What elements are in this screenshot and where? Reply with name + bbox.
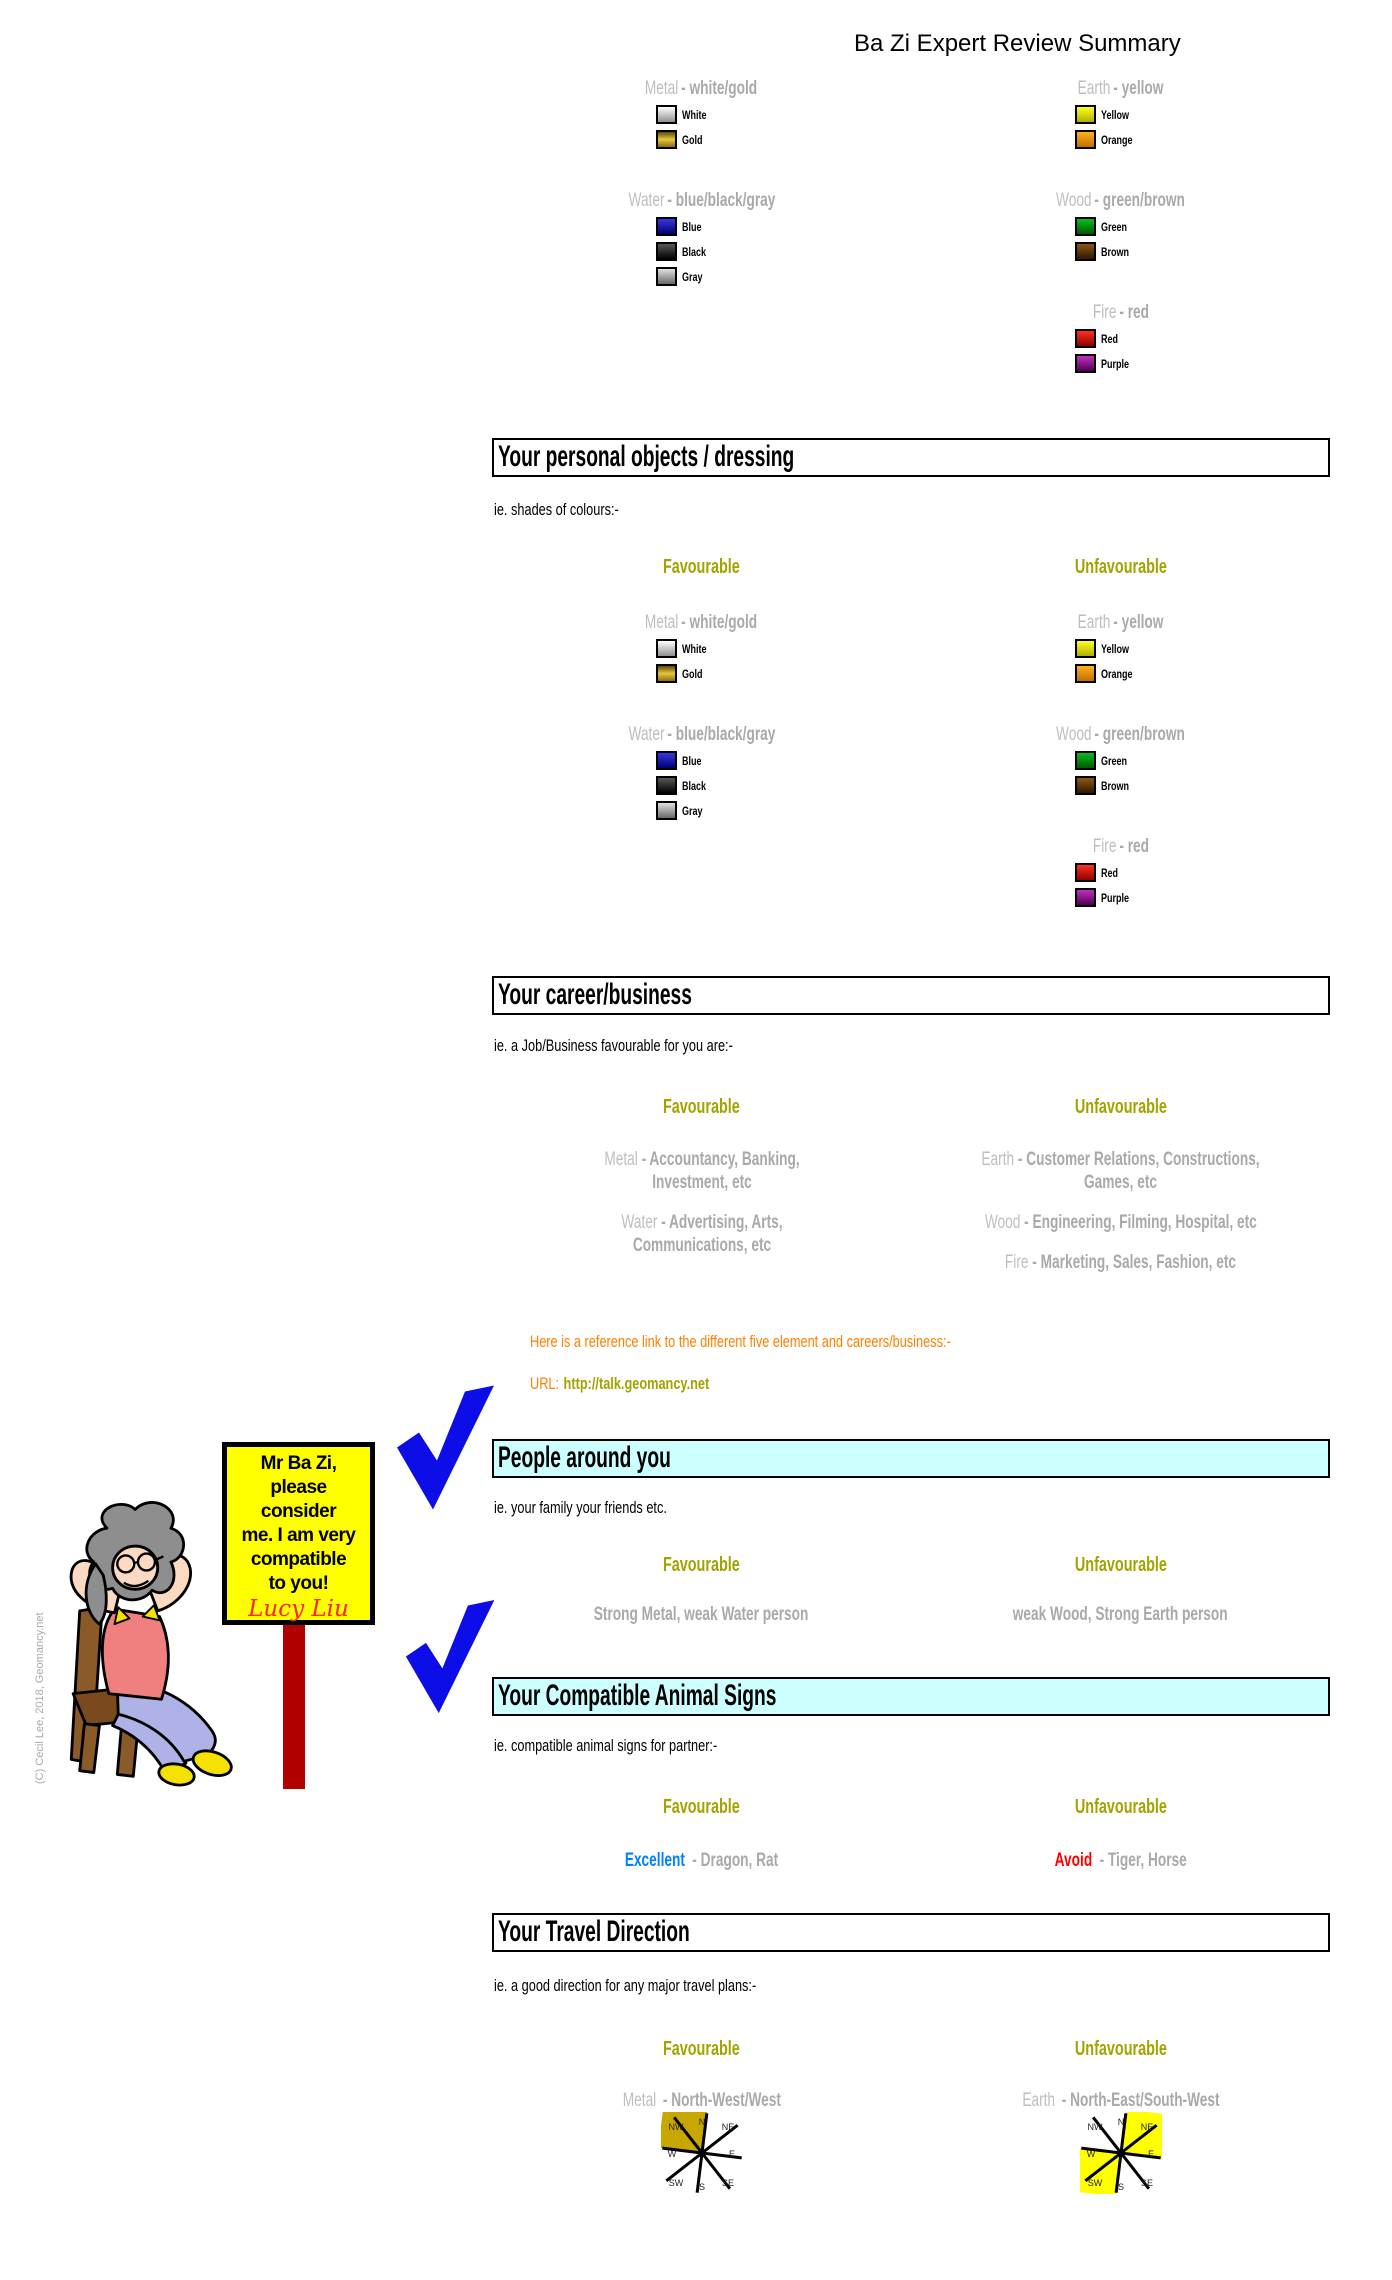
- svg-text:N: N: [698, 2117, 705, 2127]
- color-swatch-white: [656, 105, 677, 124]
- element-heading-text: [1092, 836, 1148, 857]
- svg-text:NE: NE: [1140, 2122, 1153, 2132]
- element-heading: [911, 724, 1330, 745]
- unfavourable-label: Unfavourable: [1074, 556, 1167, 578]
- legend-cell: [911, 724, 1330, 836]
- legend-cell: [492, 302, 911, 414]
- element-group-metal: [492, 78, 911, 152]
- career-fav-unfav-row: [492, 1096, 1330, 1119]
- travel-fav-unfav-row: [492, 2038, 1330, 2061]
- color-swatch-gray: [656, 267, 677, 286]
- swatch-row: [656, 798, 748, 823]
- section-header-career: [492, 976, 1330, 1015]
- element-heading-text: [1078, 78, 1164, 99]
- legend-cell: [911, 78, 1330, 190]
- career-unfavourable-list: [911, 1148, 1330, 1291]
- color-swatch-gold: [656, 664, 677, 683]
- swatch-list: [911, 636, 1330, 686]
- excellent-tag: Excellent: [624, 1850, 685, 1871]
- svg-text:NW: NW: [668, 2122, 683, 2132]
- legend-cell: [911, 612, 1330, 724]
- career-item-earth: [911, 1148, 1330, 1194]
- swatch-list: [911, 214, 1330, 264]
- section-header-travel: [492, 1913, 1330, 1952]
- element-name: Fire: [1004, 1252, 1033, 1273]
- career-description: - Marketing, Sales, Fashion, etc: [1032, 1252, 1237, 1273]
- legend-cell: [492, 78, 911, 190]
- swatch-label: Red: [1100, 331, 1118, 346]
- color-swatch-black: [656, 242, 677, 261]
- element-colours-text: - white/gold: [681, 78, 758, 99]
- svg-text:N: N: [1117, 2117, 1124, 2127]
- element-heading-text: [645, 612, 757, 633]
- avoid-tag: Avoid: [1054, 1850, 1092, 1871]
- element-colours-text: - white/gold: [681, 612, 758, 633]
- swatch-label: Yellow: [1100, 641, 1129, 656]
- swatch-label: Orange: [1100, 666, 1133, 681]
- unfavourable-label: Unfavourable: [1074, 1554, 1167, 1576]
- sign-text-line: Mr Ba Zi,: [260, 1453, 337, 1474]
- element-colours-text: - blue/black/gray: [666, 724, 775, 745]
- color-swatch-yellow: [1075, 639, 1096, 658]
- element-colour-legend-personal: [492, 612, 1330, 948]
- favourable-label: Favourable: [663, 1096, 740, 1118]
- element-name: Water: [628, 724, 665, 745]
- element-heading: [492, 724, 911, 745]
- color-swatch-blue: [656, 217, 677, 236]
- swatch-row: [1075, 885, 1167, 910]
- color-swatch-green: [1075, 217, 1096, 236]
- element-heading: [911, 612, 1330, 633]
- svg-text:NE: NE: [721, 2122, 734, 2132]
- swatch-label: Gray: [681, 803, 703, 818]
- element-colours-text: - yellow: [1113, 78, 1164, 99]
- unfavourable-label: Unfavourable: [1074, 2038, 1167, 2060]
- travel-values-row: [492, 2090, 1330, 2112]
- color-swatch-gold: [656, 130, 677, 149]
- travel-unfav-element: Earth: [1021, 2090, 1055, 2111]
- checkmark-icon: [397, 1385, 497, 1511]
- unfavourable-compass-rose: [1080, 2112, 1162, 2194]
- swatch-label: Blue: [681, 219, 702, 234]
- element-colours-text: - blue/black/gray: [666, 190, 775, 211]
- favourable-label: Favourable: [663, 1554, 740, 1576]
- swatch-label: Green: [1100, 219, 1127, 234]
- unfavourable-animals: - Tiger, Horse: [1099, 1850, 1187, 1871]
- favourable-label: Favourable: [663, 2038, 740, 2060]
- legend-cell: [492, 836, 911, 948]
- animals-intro-text: ie. compatible animal signs for partner:-: [494, 1736, 718, 1755]
- career-item-text: [970, 1148, 1272, 1194]
- element-name: Earth: [1077, 612, 1111, 633]
- animals-fav-unfav-row: [492, 1796, 1330, 1819]
- swatch-label: Brown: [1100, 244, 1129, 259]
- swatch-label: Gold: [681, 132, 702, 147]
- swatch-row: [1075, 351, 1167, 376]
- sign-message: [227, 1452, 370, 1596]
- career-description: - Advertising, Arts, Communications, etc: [632, 1212, 783, 1256]
- swatch-list: [911, 748, 1330, 798]
- element-heading-text: [645, 78, 757, 99]
- travel-fav-direction: - North-West/West: [662, 2090, 781, 2111]
- svg-text:SE: SE: [1140, 2178, 1153, 2188]
- element-heading-text: [1056, 190, 1185, 211]
- page-title: Ba Zi Expert Review Summary: [854, 30, 1181, 57]
- career-item-metal: [492, 1148, 911, 1194]
- swatch-label: Gold: [681, 666, 702, 681]
- color-swatch-purple: [1075, 354, 1096, 373]
- swatch-label: Yellow: [1100, 107, 1129, 122]
- animals-intro: [494, 1736, 792, 1756]
- swatch-row: [656, 636, 748, 661]
- section-heading-text: Your Compatible Animal Signs: [498, 1679, 777, 1712]
- element-name: Earth: [1077, 78, 1111, 99]
- legend-cell: [911, 836, 1330, 948]
- svg-text:E: E: [728, 2149, 735, 2159]
- element-heading: [492, 78, 911, 99]
- section-heading-text: Your Travel Direction: [498, 1915, 690, 1948]
- element-group-fire: [911, 836, 1330, 910]
- swatch-label: Purple: [1100, 356, 1129, 371]
- sign-text-line: consider: [260, 1501, 337, 1522]
- swatch-list: [492, 214, 911, 289]
- swatch-row: [656, 214, 748, 239]
- personal-intro: [494, 500, 660, 520]
- career-intro: [494, 1036, 812, 1056]
- swatch-label: Blue: [681, 753, 702, 768]
- compass-row: [492, 2112, 1330, 2199]
- career-item-text: [985, 1211, 1257, 1234]
- swatch-row: [1075, 636, 1167, 661]
- swatch-row: [1075, 214, 1167, 239]
- color-swatch-red: [1075, 863, 1096, 882]
- swatch-row: [656, 264, 748, 289]
- favourable-label: Favourable: [663, 556, 740, 578]
- element-heading-text: [628, 724, 775, 745]
- swatch-row: [1075, 127, 1167, 152]
- element-heading-text: [1056, 724, 1185, 745]
- element-name: Fire: [1092, 836, 1117, 857]
- svg-text:NW: NW: [1087, 2122, 1102, 2132]
- swatch-row: [656, 773, 748, 798]
- element-name: Metal: [645, 612, 679, 633]
- swatch-label: Black: [681, 778, 706, 793]
- legend-cell: [911, 190, 1330, 302]
- element-heading-text: [628, 190, 775, 211]
- swatch-label: Brown: [1100, 778, 1129, 793]
- color-swatch-brown: [1075, 776, 1096, 795]
- color-swatch-orange: [1075, 130, 1096, 149]
- element-colours-text: - green/brown: [1094, 190, 1185, 211]
- legend-cell: [492, 190, 911, 302]
- sign-signature: Lucy Liu: [248, 1596, 349, 1622]
- travel-fav-element: Metal: [622, 2090, 656, 2111]
- swatch-row: [1075, 102, 1167, 127]
- element-heading: [911, 836, 1330, 857]
- element-colours-text: - red: [1118, 302, 1149, 323]
- svg-text:W: W: [1086, 2149, 1095, 2159]
- element-heading: [492, 612, 911, 633]
- travel-intro: [494, 1976, 844, 1996]
- color-swatch-gray: [656, 801, 677, 820]
- swatch-label: Orange: [1100, 132, 1133, 147]
- swatch-label: White: [681, 107, 707, 122]
- color-swatch-purple: [1075, 888, 1096, 907]
- swatch-row: [1075, 239, 1167, 264]
- swatch-row: [656, 239, 748, 264]
- career-description: - Customer Relations, Constructions, Games, etc: [1017, 1149, 1260, 1193]
- svg-text:S: S: [1117, 2182, 1124, 2192]
- element-group-earth: [911, 78, 1330, 152]
- career-item-text: [572, 1148, 831, 1194]
- swatch-list: [911, 326, 1330, 376]
- element-group-earth: [911, 612, 1330, 686]
- element-name: Water: [620, 1212, 661, 1233]
- color-swatch-yellow: [1075, 105, 1096, 124]
- reference-text: Here is a reference link to the different five element and careers/business:-: [530, 1332, 951, 1351]
- element-group-metal: [492, 612, 911, 686]
- element-heading: [492, 190, 911, 211]
- favourable-label: Favourable: [663, 1796, 740, 1818]
- checkmark-icon: [400, 1600, 503, 1714]
- personal-intro-text: ie. shades of colours:-: [494, 500, 619, 519]
- career-intro-text: ie. a Job/Business favourable for you are:-: [494, 1036, 733, 1055]
- sign-text-line: me. I am very: [241, 1525, 356, 1546]
- people-fav-unfav-row: [492, 1554, 1330, 1577]
- element-group-water: [492, 190, 911, 289]
- swatch-row: [1075, 326, 1167, 351]
- svg-text:S: S: [698, 2182, 705, 2192]
- swatch-label: Gray: [681, 269, 703, 284]
- svg-text:E: E: [1147, 2149, 1154, 2159]
- section-header-people: [492, 1439, 1330, 1478]
- people-intro-text: ie. your family your friends etc.: [494, 1498, 667, 1517]
- people-intro: [494, 1498, 725, 1518]
- section-header-animal-signs: [492, 1677, 1330, 1716]
- element-colours-text: - red: [1118, 836, 1149, 857]
- svg-text:SW: SW: [668, 2178, 683, 2188]
- element-name: Metal: [603, 1149, 642, 1170]
- element-heading: [911, 190, 1330, 211]
- section-heading-text: Your personal objects / dressing: [498, 440, 795, 473]
- career-description: - Accountancy, Banking, Investment, etc: [641, 1149, 800, 1193]
- swatch-list: [911, 860, 1330, 910]
- color-swatch-white: [656, 639, 677, 658]
- swatch-label: Black: [681, 244, 706, 259]
- swatch-list: [492, 748, 911, 823]
- element-name: Metal: [645, 78, 679, 99]
- career-item-wood: [911, 1211, 1330, 1234]
- color-swatch-green: [1075, 751, 1096, 770]
- swatch-list: [492, 102, 911, 152]
- swatch-row: [656, 102, 748, 127]
- svg-text:SW: SW: [1087, 2178, 1102, 2188]
- element-name: Wood: [984, 1212, 1024, 1233]
- swatch-row: [656, 661, 748, 686]
- element-heading: [911, 302, 1330, 323]
- color-swatch-blue: [656, 751, 677, 770]
- element-group-wood: [911, 190, 1330, 264]
- element-colours-text: - green/brown: [1094, 724, 1185, 745]
- swatch-list: [911, 102, 1330, 152]
- people-unfavourable-text: weak Wood, Strong Earth person: [1013, 1604, 1228, 1625]
- swatch-label: Red: [1100, 865, 1118, 880]
- element-group-wood: [911, 724, 1330, 798]
- swatch-row: [1075, 661, 1167, 686]
- color-swatch-orange: [1075, 664, 1096, 683]
- swatch-label: White: [681, 641, 707, 656]
- people-values-row: [492, 1604, 1330, 1626]
- swatch-label: Purple: [1100, 890, 1129, 905]
- element-name: Fire: [1092, 302, 1117, 323]
- people-favourable-text: Strong Metal, weak Water person: [594, 1604, 809, 1625]
- animals-values-row: [492, 1850, 1330, 1872]
- career-url-line: [530, 1374, 769, 1394]
- career-favourable-list: [492, 1148, 911, 1291]
- career-item-water: [492, 1211, 911, 1257]
- sign-text-line: compatible: [250, 1549, 347, 1570]
- swatch-row: [656, 127, 748, 152]
- element-group-water: [492, 724, 911, 823]
- legend-cell: [492, 724, 911, 836]
- element-colour-legend-top: [492, 78, 1330, 414]
- element-heading: [911, 78, 1330, 99]
- personal-fav-unfav-row: [492, 556, 1330, 579]
- color-swatch-brown: [1075, 242, 1096, 261]
- section-header-personal-objects: [492, 438, 1330, 477]
- career-reference-line: [530, 1332, 1091, 1352]
- element-name: Wood: [1056, 190, 1092, 211]
- favourable-compass-rose: [661, 2112, 743, 2194]
- url-label: URL:: [530, 1374, 560, 1393]
- career-item-text: [572, 1211, 831, 1257]
- section-heading-text: People around you: [498, 1441, 671, 1474]
- swatch-row: [1075, 773, 1167, 798]
- sign-post: [283, 1625, 305, 1789]
- swatch-row: [1075, 860, 1167, 885]
- element-colours-text: - yellow: [1113, 612, 1164, 633]
- unfavourable-label: Unfavourable: [1074, 1096, 1167, 1118]
- unfavourable-label: Unfavourable: [1074, 1796, 1167, 1818]
- element-heading-text: [1078, 612, 1164, 633]
- svg-text:W: W: [667, 2149, 676, 2159]
- element-group-fire: [911, 302, 1330, 376]
- travel-intro-text: ie. a good direction for any major travel plans:-: [494, 1976, 757, 1995]
- color-swatch-black: [656, 776, 677, 795]
- color-swatch-red: [1075, 329, 1096, 348]
- career-item-text: [1005, 1251, 1236, 1274]
- career-item-fire: [911, 1251, 1330, 1274]
- travel-unfav-direction: - North-East/South-West: [1061, 2090, 1220, 2111]
- copyright-text: (C) Cecil Lee, 2018, Geomancy.net: [34, 1612, 46, 1784]
- sign-text-line: to you!: [268, 1573, 329, 1594]
- swatch-label: Green: [1100, 753, 1127, 768]
- swatch-list: [492, 636, 911, 686]
- career-lists-row: [492, 1148, 1330, 1291]
- section-heading-text: Your career/business: [498, 978, 692, 1011]
- legend-cell: [911, 302, 1330, 414]
- swatch-row: [656, 748, 748, 773]
- sign-text-line: please: [270, 1477, 327, 1498]
- legend-cell: [492, 612, 911, 724]
- element-name: Wood: [1056, 724, 1092, 745]
- favourable-animals: - Dragon, Rat: [692, 1850, 779, 1871]
- reference-url-link[interactable]: http://talk.geomancy.net: [563, 1374, 710, 1393]
- element-name: Earth: [981, 1149, 1018, 1170]
- lucy-liu-sign: [222, 1442, 375, 1625]
- svg-text:SE: SE: [721, 2178, 734, 2188]
- element-heading-text: [1092, 302, 1148, 323]
- swatch-row: [1075, 748, 1167, 773]
- career-description: - Engineering, Filming, Hospital, etc: [1023, 1212, 1257, 1233]
- element-name: Water: [628, 190, 665, 211]
